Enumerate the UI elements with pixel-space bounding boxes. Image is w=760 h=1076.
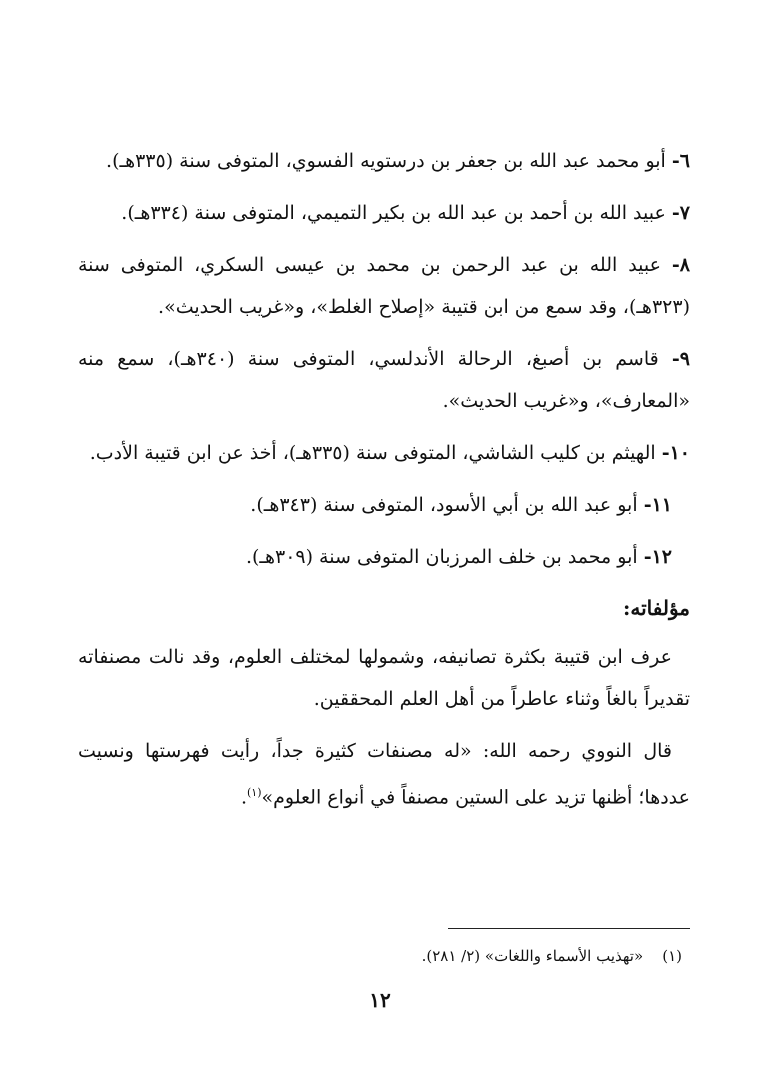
list-item [78,484,690,526]
item-text: الهيثم بن كليب الشاشي، المتوفى سنة (٣٣٥هـ)، أخذ عن ابن قتيبة الأدب. [89,442,656,464]
footnote-ref[interactable]: (١) [246,786,262,799]
quote-end: . [240,786,247,809]
item-text: أبو محمد بن خلف المرزبان المتوفى سنة (٣٠٩هـ). [245,546,638,568]
section-heading: مؤلفاته: [622,596,690,620]
item-text: قاسم بن أصبغ، الرحالة الأندلسي، المتوفى سنة (٣٤٠هـ)، سمع منه «المعارف»، و«غريب الحديث». [78,348,690,412]
item-number: ١٢- [643,546,672,568]
list-item [78,244,690,328]
item-number: ١١- [643,494,672,516]
item-text: أبو عبد الله بن أبي الأسود، المتوفى سنة (٣٤٣هـ). [250,494,638,516]
footnote-marker: (١) [662,947,682,965]
list-item [78,140,690,182]
item-number: ٩- [671,348,690,370]
list-item [78,338,690,422]
item-text: عبيد الله بن عبد الرحمن بن محمد بن عيسى السكري، المتوفى سنة (٣٢٣هـ)، وقد سمع من ابن قتيبة «إصلاح الغلط»، و«غريب الحديث». [78,254,690,318]
list-item [78,536,690,578]
item-number: ١٠- [661,442,690,464]
item-text: عبيد الله بن أحمد بن عبد الله بن بكير التميمي، المتوفى سنة (٣٣٤هـ). [121,202,666,224]
page-body [78,140,690,828]
item-number: ٨- [671,254,690,276]
quote-text: قال النووي رحمه الله: «له مصنفات كثيرة جداً، رأيت فهرستها ونسيت عددها؛ أظنها تزيد على الستين مصنفاً في أنواع العلوم» [78,740,690,809]
item-number: ٦- [671,150,690,172]
item-number: ٧- [671,202,690,224]
footnote [422,944,682,968]
footnote-divider [448,928,690,929]
paragraph-quote [78,730,690,818]
item-text: أبو محمد عبد الله بن جعفر بن درستويه الفسوي، المتوفى سنة (٣٣٥هـ). [106,150,666,172]
list-item [78,192,690,234]
footnote-text: «تهذيب الأسماء واللغات» (٢/ ٢٨١). [421,947,644,965]
paragraph: عرف ابن قتيبة بكثرة تصانيفه، وشمولها لمختلف العلوم، وقد نالت مصنفاته تقديراً بالغاً وثناء عاطراً من أهل العلم المحققين. [78,646,690,710]
list-item [78,432,690,474]
page-number: ١٢ [369,988,391,1012]
